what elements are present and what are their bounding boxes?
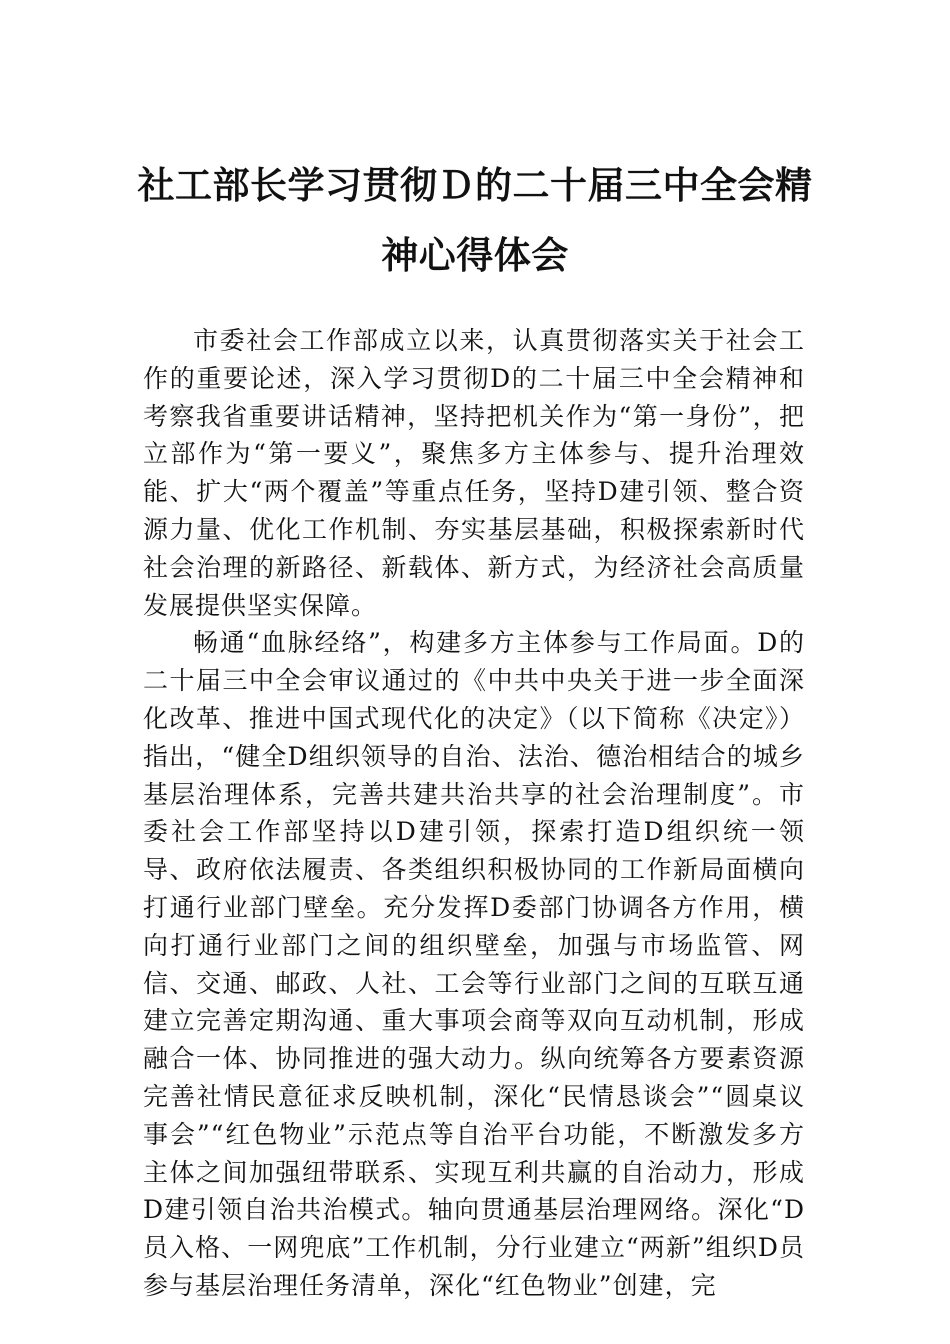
- document-title: 社工部长学习贯彻Ｄ的二十届三中全会精神心得体会: [137, 163, 813, 277]
- paragraph-section-1: 畅通“血脉经络”，构建多方主体参与工作局面。D的二十届三中全会审议通过的《中共中央关于进一步全面深化改革、推进中国式现代化的决定》（以下简称《决定》）指出，“健全D组织领导的自治、法治、德治相结合的城乡基层治理体系，完善共建共治共享的社会治理制度”。市委社会工作部坚持以D建引领，探索打造D组织统一领导、政府依法履责、各类组织积极协同的工作新局面横向打通行业部门壁垒。充分发挥D委部门协调各方作用，横向打通行业部门之间的组织壁垒，加强与市场监管、网信、交通、邮政、人社、工会等行业部门之间的互联互通建立完善定期沟通、重大事项会商等双向互动机制，形成融合一体、协同推进的强大动力。纵向统筹各方要素资源完善社情民意征求反映机制，深化“民情恳谈会”“圆桌议事会”“红色物业”示范点等自治平台功能，不断激发多方主体之间加强纽带联系、实现互利共赢的自治动力，形成D建引领自治共治模式。轴向贯通基层治理网络。深化“D员入格、一网兜底”工作机制，分行业建立“两新”组织D员参与基层治理任务清单，深化“红色物业”创建，完: [143, 628, 805, 1300]
- document-body: [143, 322, 805, 1322]
- paragraph-intro: 市委社会工作部成立以来，认真贯彻落实关于社会工作的重要论述，深入学习贯彻D的二十届三中全会精神和考察我省重要讲话精神，坚持把机关作为“第一身份”，把立部作为“第一要义”，聚焦多方主体参与、提升治理效能、扩大“两个覆盖”等重点任务，坚持D建引领、整合资源力量、优化工作机制、夯实基层基础，积极探索新时代社会治理的新路径、新载体、新方式，为经济社会高质量发展提供坚实保障。: [143, 326, 805, 620]
